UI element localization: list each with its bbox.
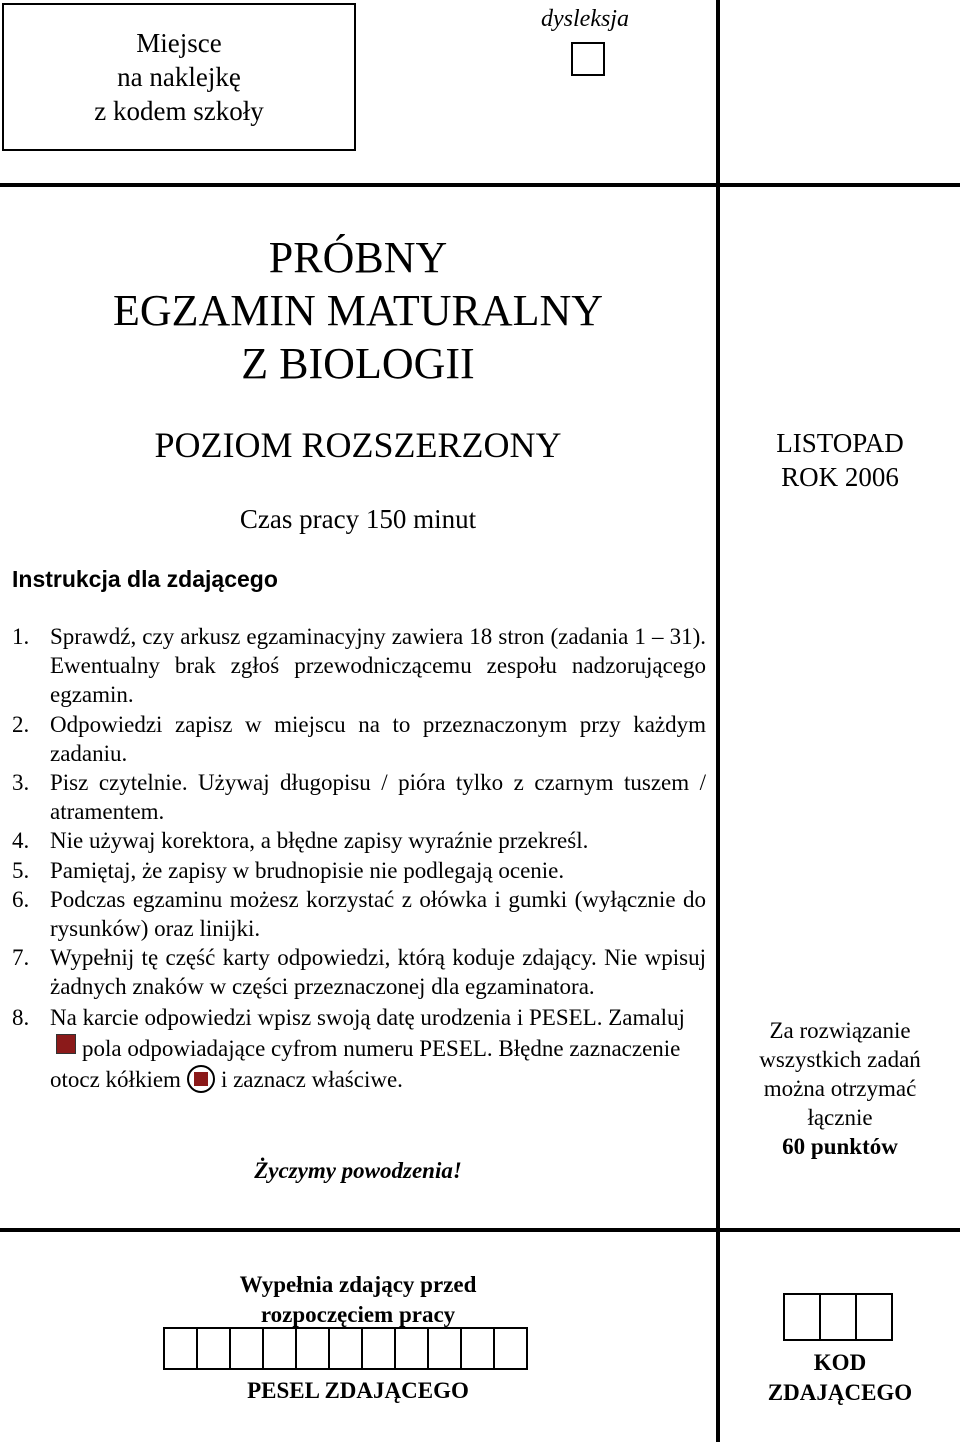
code-cell[interactable] (855, 1293, 893, 1341)
code-cell[interactable] (783, 1293, 821, 1341)
filled-square-icon (56, 1034, 76, 1054)
code-cell[interactable] (819, 1293, 857, 1341)
top-separator (0, 183, 960, 187)
title-line-2: EGZAMIN MATURALNY (112, 286, 604, 335)
pesel-label: PESEL ZDAJĄCEGO (247, 1378, 469, 1403)
instructions-heading: Instrukcja dla zdającego (12, 566, 278, 592)
list-item: 8. Na karcie odpowiedzi wpisz swoją datę urodzenia i PESEL. Zamalujpola odpowiadające cyfrom numeru PESEL. Błędne zaznaczenie otocz kółkiem i zaznacz właściwe. (12, 1004, 685, 1092)
bottom-separator (0, 1228, 960, 1232)
pesel-cell[interactable] (394, 1327, 429, 1370)
title-line-1: PRÓBNY (268, 233, 448, 282)
pesel-cell[interactable] (163, 1327, 198, 1370)
pesel-cell[interactable] (460, 1327, 495, 1370)
list-item: 1. Sprawdź, czy arkusz egzaminacyjny zawiera 18 stron (zadania 1 – 31). Ewentualny brak zgłoś przewodniczącemu zespołu nadzorującego egzamin. (12, 624, 706, 708)
pesel-cell[interactable] (196, 1327, 231, 1370)
list-item: 6. Podczas egzaminu możesz korzystać z ołówka i gumki (wyłącznie do rysunków) oraz linijki. (12, 886, 706, 942)
level-title: POZIOM ROZSZERZONY (154, 425, 562, 465)
title-line-3: Z BIOLOGII (241, 339, 475, 388)
circled-square-icon (187, 1065, 215, 1093)
list-item: 5. Pamiętaj, że zapisy w brudnopisie nie podlegają ocenie. (12, 857, 565, 883)
exam-month: LISTOPAD (776, 428, 904, 458)
sticker-line-1: Miejsce (136, 28, 222, 58)
exam-time: Czas pracy 150 minut (239, 504, 477, 534)
good-luck-text: Życzymy powodzenia! (254, 1158, 462, 1183)
school-sticker-box (2, 3, 356, 151)
fill-in-instruction: Wypełnia zdający przed rozpoczęciem pracy (239, 1272, 477, 1327)
exam-date (730, 426, 950, 494)
instructions-list (12, 622, 706, 1095)
list-item: 4. Nie używaj korektora, a błędne zapisy wyraźnie przekreśl. (12, 828, 589, 854)
code-label: KOD ZDAJĄCEGO (767, 1350, 913, 1405)
sticker-line-2: na naklejkę (117, 62, 241, 92)
list-item: 2. Odpowiedzi zapisz w miejscu na to przeznaczonym przy każdym zadaniu. (12, 711, 706, 766)
pesel-cell[interactable] (229, 1327, 264, 1370)
pesel-cell[interactable] (361, 1327, 396, 1370)
pesel-cell[interactable] (328, 1327, 363, 1370)
points-info: Za rozwiązanie wszystkich zadań można otrzymać łącznie 60 punktów (759, 1018, 921, 1159)
pesel-cell[interactable] (427, 1327, 462, 1370)
pesel-grid (163, 1327, 526, 1370)
list-item: 3. Pisz czytelnie. Używaj długopisu / pióra tylko z czarnym tuszem / atramentem. (12, 770, 706, 825)
pesel-cell[interactable] (262, 1327, 297, 1370)
list-item: 7. Wypełnij tę część karty odpowiedzi, którą koduje zdający. Nie wpisuj żadnych znaków w części przeznaczonej dla egzaminatora. (12, 945, 706, 1000)
dyslexia-label: dysleksja (541, 6, 629, 32)
code-grid (783, 1293, 891, 1341)
sticker-line-3: z kodem szkoły (94, 96, 264, 126)
pesel-cell[interactable] (493, 1327, 528, 1370)
dyslexia-checkbox[interactable] (571, 42, 605, 76)
bottom-column-divider (716, 1230, 720, 1442)
pesel-cell[interactable] (295, 1327, 330, 1370)
exam-year: ROK 2006 (781, 462, 899, 492)
